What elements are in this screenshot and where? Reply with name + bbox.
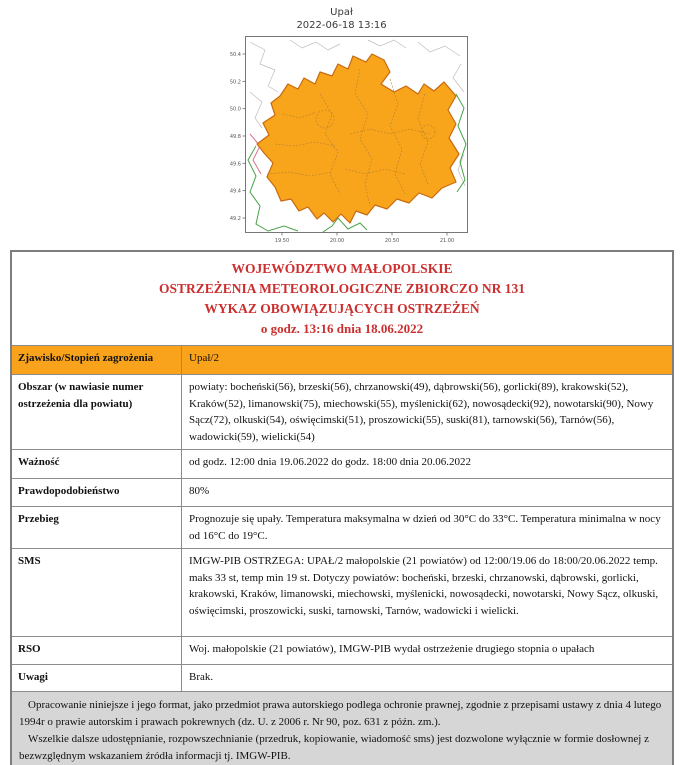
lat-tick-label: 50.0 [229,106,241,113]
lat-tick-label: 50.4 [229,52,241,58]
lon-axis [275,233,454,245]
copyright-footer [12,691,672,765]
map-canvas [220,34,472,250]
row-value: 80% [181,479,672,506]
lat-axis [230,52,246,222]
row-value: IMGW-PIB OSTRZEGA: UPAŁ/2 małopolskie (21 powiatów) od 12:00/19.06 do 18:00/20.06.2022 temp. maks 33 st, temp min 19 st. Dotyczy powiatów: bocheński, brzeski, chrzanowski, dąbrowski, gorlicki, krakowski, Kraków, limanowski, miechowski, myślenicki, nowosądecki, nowotarski, Nowy Sącz, olkuski, oświęcimski, proszowicki, suski, tarnowski, Tarnów, wadowicki i wielicki. [181,549,672,636]
row-value: Brak. [181,665,672,691]
lat-tick-label: 49.8 [229,134,241,140]
table-row-uwagi [12,664,672,691]
bulletin-issue-time: o godz. 13:16 dnia 18.06.2022 [260,321,424,336]
lon-tick-label: 19.50 [274,238,290,244]
table-title-block [12,252,672,345]
copyright-paragraph-2: Wszelkie dalsze udostępnianie, rozpowszechnianie (przedruk, kopiowanie, wiadomość sms) jest dozwolone wyłącznie w formie dosłownej z bezwzględnym wskazaniem źródła informacji tj. IMGW-PIB. [19,733,649,762]
row-value: Prognozuje się upały. Temperatura maksymalna w dzień od 30°C do 33°C. Temperatura minimalna w nocy od 16°C do 19°C. [181,507,672,548]
warning-table [10,250,674,765]
row-label: Obszar (w nawiasie numer ostrzeżenia dla powiatu) [18,381,144,410]
voivodeship-title: WOJEWÓDZTWO MAŁOPOLSKIE [231,261,453,276]
malopolskie-map [220,34,472,250]
row-label: RSO [18,643,41,655]
table-row-zjawisko [12,345,672,374]
map-phenomenon-title: Upał [330,7,353,18]
table-row-waznosc [12,449,672,478]
row-label: Zjawisko/Stopień zagrożenia [18,352,154,364]
map-datetime: 2022-06-18 13:16 [296,20,387,31]
row-value: powiaty: bocheński(56), brzeski(56), chrzanowski(49), dąbrowski(56), gorlicki(89), krakowski(52), Kraków(52), limanowski(75), miechowski(55), myślenicki(62), nowosądecki(92), nowotarski(90), Nowy Sącz(72), olkuski(54), oświęcimski(51), proszowicki(55), suski(81), tarnowski(56), Tarnów(56), wadowicki(59), wielicki(54) [181,375,672,449]
row-label: Przebieg [18,513,59,525]
lat-tick-label: 50.2 [229,79,241,86]
bulletin-subtitle: WYKAZ OBOWIĄZUJĄCYCH OSTRZEŻEŃ [204,301,480,316]
lat-tick-label: 49.4 [229,188,241,195]
table-row-obszar [12,374,672,449]
table-row-rso [12,636,672,664]
map-section [0,0,683,248]
lat-tick-label: 49.6 [229,161,241,168]
lon-tick-label: 20.00 [329,238,345,244]
row-label: SMS [18,555,41,567]
table-row-prawdopodobienstwo [12,478,672,506]
row-value: Woj. małopolskie (21 powiatów), IMGW-PIB wydał ostrzeżenie drugiego stopnia o upałach [181,637,672,664]
table-row-sms [12,548,672,636]
lon-tick-label: 20.50 [384,238,400,244]
row-label: Uwagi [18,671,48,683]
row-value: od godz. 12:00 dnia 19.06.2022 do godz. 18:00 dnia 20.06.2022 [181,450,672,478]
lat-tick-label: 49.2 [229,216,241,222]
lon-tick-label: 21.00 [439,238,455,244]
row-label: Ważność [18,456,60,468]
copyright-paragraph-1: Opracowanie niniejsze i jego format, jako przedmiot prawa autorskiego podlega ochronie prawnej, zgodnie z przepisami ustawy z dnia 4 lutego 1994r o prawie autorskim i prawach pokrewnych (dz. U. z 2006 r. Nr 90, poz. 631 z późn. zm.). [19,699,662,728]
row-label: Prawdopodobieństwo [18,485,120,497]
table-row-przebieg [12,506,672,548]
row-value: Upał/2 [181,346,672,374]
bulletin-title: OSTRZEŻENIA METEOROLOGICZNE ZBIORCZO NR 131 [158,281,526,296]
map-titles [0,6,683,32]
